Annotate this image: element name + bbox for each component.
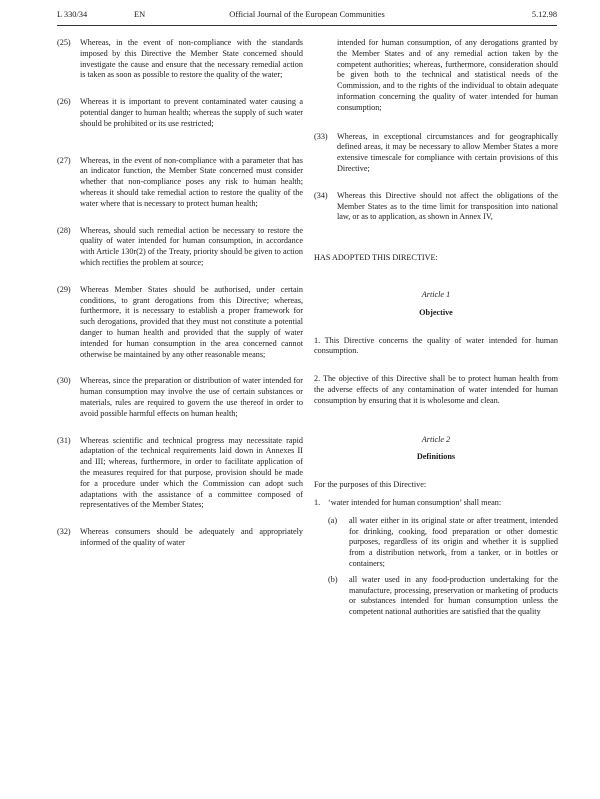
recital-32-continuation: intended for human consumption, of any derogations granted by the Member States and of any remedial action taken by the competent authorities; whereas, furthermore, consideration should be given both to the technical and statistical needs of the Commission, and to the rights of the individual to obtain adequate information concerning the quality of water intended for human consumption; (337, 38, 558, 112)
publication-date: 5.12.98 (531, 10, 557, 19)
left-column (57, 38, 303, 549)
recital-30 (57, 376, 303, 419)
item-text: all water used in any food-production undertaking for the manufacture, processing, preservation or marketing of products or substances intended for human consumption unless the competent national authorities are satisfied that the quality (349, 574, 558, 617)
item-number: (a) (328, 515, 338, 525)
journal-title: Official Journal of the European Communities (229, 10, 385, 19)
recital-27 (57, 156, 303, 210)
recital-text: Whereas, in exceptional circumstances and for geographically defined areas, it may be necessary to allow Member States a more extensive timescale for compliance with certain provisions of this Directive; (337, 131, 558, 173)
recital-text: Whereas scientific and technical progress may necessitate rapid adaptation of the technical requirements laid down in Annexes II and III; whereas, furthermore, in order to facilitate application of the measures required for that purpose, provision should be made for a procedure under which the Commission can adopt such adaptations with the assistance of a committee composed of representatives of the Member States; (80, 435, 303, 510)
adoption-statement: HAS ADOPTED THIS DIRECTIVE: (314, 253, 438, 263)
recital-text: Whereas, in the event of non-compliance with a parameter that has an indicator function, the Member State concerned must consider whether that non-compliance poses any risk to human health; whereas it should take remedial action to restore the quality of the water where that is necessary to protect human health; (80, 155, 303, 208)
item-number: 1. (314, 497, 321, 507)
article-2-heading: Definitions (416, 452, 456, 462)
article-2-intro: For the purposes of this Directive: (314, 480, 427, 490)
recital-number: (27) (57, 155, 71, 165)
article-2-label: Article 2 (421, 434, 451, 444)
page-reference: L 330/34 (57, 10, 88, 19)
item-text: all water either in its original state or after treatment, intended for drinking, cooking, food preparation or other domestic purposes, regardless of its origin and whether it is supplied from a distribution network, from a tanker, or in bottles or containers; (349, 515, 558, 568)
recital-number: (31) (57, 435, 71, 445)
recital-32 (57, 527, 303, 549)
recital-33 (314, 132, 558, 175)
recital-text: Whereas Member States should be authorised, under certain conditions, to grant derogations from this Directive; whereas, furthermore, it is necessary to establish a proper framework for such derogations, provided that they must not constitute a potential danger to human health and provided that the supply of water intended for human consumption in the area concerned cannot otherwise be maintained by any other reasonable means; (80, 284, 303, 359)
recital-text: Whereas, since the preparation or distribution of water intended for human consumption may involve the use of certain substances or materials, rules are required to govern the use thereof in order to avoid possible harmful effects on human health; (80, 376, 303, 418)
article-1-label: Article 1 (421, 289, 451, 299)
recital-text: Whereas consumers should be adequately and appropriately informed of the quality of water (80, 527, 303, 547)
recital-28 (57, 226, 303, 269)
recital-29 (57, 285, 303, 361)
recital-number: (30) (57, 376, 71, 386)
recital-number: (32) (57, 527, 71, 537)
definition-item-1 (314, 498, 558, 509)
recital-26 (57, 97, 303, 129)
recital-34 (314, 191, 558, 223)
recital-number: (26) (57, 97, 71, 107)
recital-number: (25) (57, 38, 71, 47)
recital-31 (57, 436, 303, 512)
recital-number: (33) (314, 131, 328, 141)
recital-text: Whereas, in the event of non-compliance with the standards imposed by this Directive the Member State concerned should investigate the cause and ensure that the necessary remedial action is taken as soon as possible to restore the quality of the water; (80, 38, 303, 80)
recital-number: (34) (314, 190, 328, 200)
recital-text: Whereas, should such remedial action be necessary to restore the quality of water intended for human consumption, in accordance with Article 130r(2) of the Treaty, priority should be given to action which rectifies the problem at source; (80, 225, 303, 267)
recital-text: Whereas this Directive should not affect the obligations of the Member States as to the time limit for transposition into national law, or as to application, as shown in Annex IV, (337, 190, 558, 222)
recital-number: (28) (57, 225, 71, 235)
definition-item-b (314, 575, 558, 618)
definition-item-a (314, 516, 558, 570)
item-number: (b) (328, 574, 338, 584)
recital-25 (57, 38, 303, 81)
recital-number: (29) (57, 284, 71, 294)
article-1-paragraph-2: 2. The objective of this Directive shall be to protect human health from the adverse effects of any contamination of water intended for human consumption by ensuring that it is wholesome and clean. (314, 374, 558, 405)
right-column (314, 38, 558, 618)
language-code: EN (134, 10, 146, 19)
article-1-paragraph-1: 1. This Directive concerns the quality of water intended for human consumption. (314, 335, 558, 356)
article-1-heading: Objective (419, 307, 453, 317)
item-text: ‘water intended for human consumption’ shall mean: (328, 497, 502, 507)
recital-text: Whereas it is important to prevent contaminated water causing a potential danger to human health; whereas the supply of such water should be prohibited or its use restricted; (80, 97, 303, 128)
page-header (57, 9, 557, 26)
